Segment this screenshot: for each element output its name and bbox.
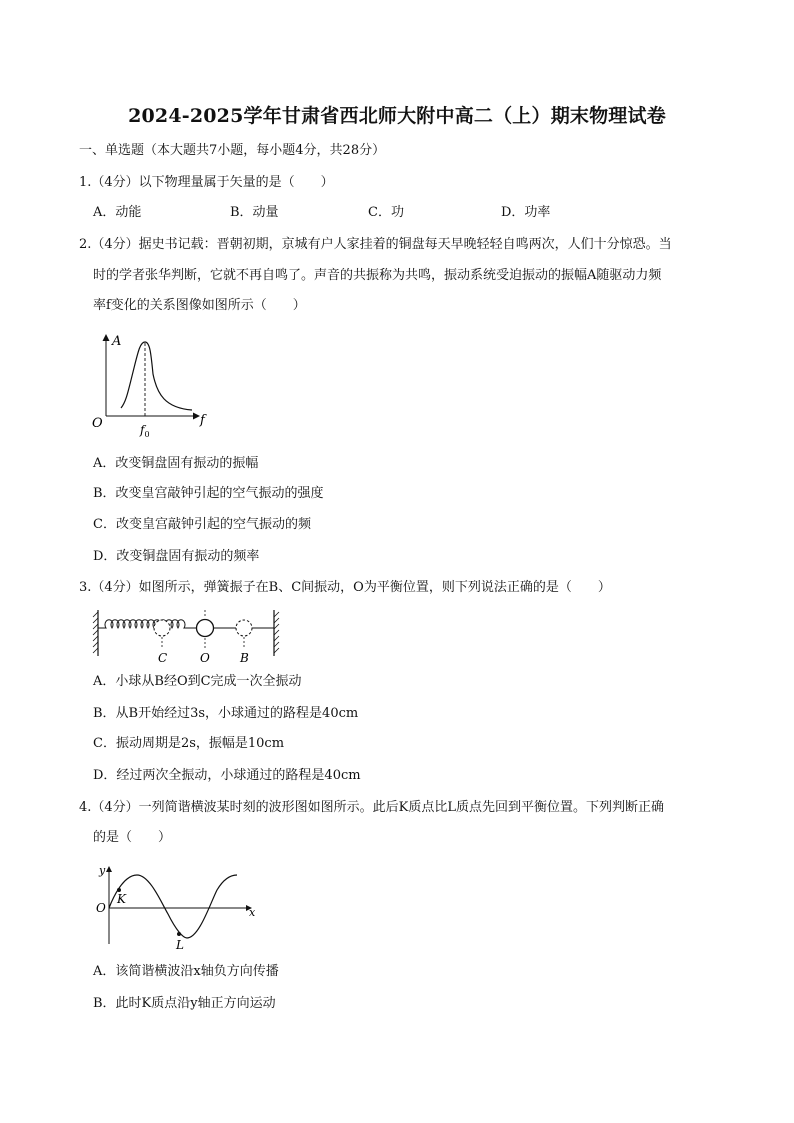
resonance-curve: [121, 342, 192, 410]
q2-option-b: B．改变皇宫敲钟引起的空气振动的强度: [93, 486, 324, 501]
label-b: B: [240, 651, 249, 665]
q3-option-d: D．经过两次全振动，小球通过的路程是40cm: [93, 768, 361, 783]
section-heading: 一、单选题（本大题共7小题，每小题4分，共28分）: [79, 143, 386, 158]
q4-option-a: A．该简谐横波沿x轴负方向传播: [93, 964, 279, 979]
question-1-stem: 1.（4分）以下物理量属于矢量的是（ ）: [79, 175, 334, 190]
y-axis-label: y: [99, 864, 106, 877]
transverse-wave-figure: [92, 862, 262, 952]
point-l-label: L: [176, 938, 184, 952]
right-wall-hatching: [274, 612, 279, 653]
y-axis-label: A: [112, 334, 122, 349]
ball: [197, 620, 214, 637]
q3-option-c: C．振动周期是2s，振幅是10cm: [93, 736, 285, 751]
q1-option-a: A．动能: [93, 205, 142, 220]
origin-label: O: [96, 901, 106, 915]
q2-option-a: A．改变铜盘固有振动的振幅: [93, 456, 259, 471]
q4-option-b: B．此时K质点沿y轴正方向运动: [93, 996, 276, 1011]
ball-position-c: [154, 620, 170, 636]
question-4-stem-line-2: 的是（ ）: [93, 830, 172, 845]
q1-option-c: C．功: [368, 205, 404, 220]
label-c: C: [158, 651, 168, 665]
point-k-label: K: [117, 892, 126, 906]
point-l: [177, 932, 181, 936]
q1-option-d: D．功率: [501, 205, 551, 220]
q2-option-c: C．改变皇宫敲钟引起的空气振动的频: [93, 517, 311, 532]
origin-label: O: [92, 416, 103, 431]
q3-option-a: A．小球从B经O到C完成一次全振动: [93, 674, 302, 689]
page-title: 2024-2025学年甘肃省西北师大附中高二（上）期末物理试卷: [128, 105, 666, 127]
x-axis-label: x: [249, 906, 256, 919]
question-3-stem: 3.（4分）如图所示，弹簧振子在B、C间振动，O为平衡位置，则下列说法正确的是（ ）: [79, 580, 611, 595]
ball-position-b: [236, 620, 252, 636]
q1-option-b: B．动量: [230, 205, 279, 220]
question-4-stem-line-1: 4.（4分）一列简谐横波某时刻的波形图如图所示。此后K质点比L质点先回到平衡位置。下列判断正确: [79, 800, 665, 815]
left-wall-hatching: [93, 612, 98, 653]
q2-option-d: D．改变铜盘固有振动的频率: [93, 549, 260, 564]
spring-oscillator-figure: [92, 608, 282, 664]
spring: [98, 620, 196, 628]
resonance-curve-figure: [90, 330, 220, 440]
q3-option-b: B．从B开始经过3s，小球通过的路程是40cm: [93, 706, 359, 721]
question-2-stem-line-1: 2.（4分）据史书记载：晋朝初期，京城有户人家挂着的铜盘每天早晚轻轻自鸣两次，人们十分惊恐。当: [79, 237, 672, 252]
peak-frequency-label: $f_0$: [140, 423, 150, 439]
wave-curve: [109, 875, 237, 938]
x-axis-label: f: [200, 413, 205, 428]
question-2-stem-line-2: 时的学者张华判断，它就不再自鸣了。声音的共振称为共鸣，振动系统受迫振动的振幅A随驱动力频: [93, 268, 662, 283]
question-2-stem-line-3: 率f变化的关系图像如图所示（ ）: [93, 298, 306, 313]
label-o: O: [200, 651, 210, 665]
